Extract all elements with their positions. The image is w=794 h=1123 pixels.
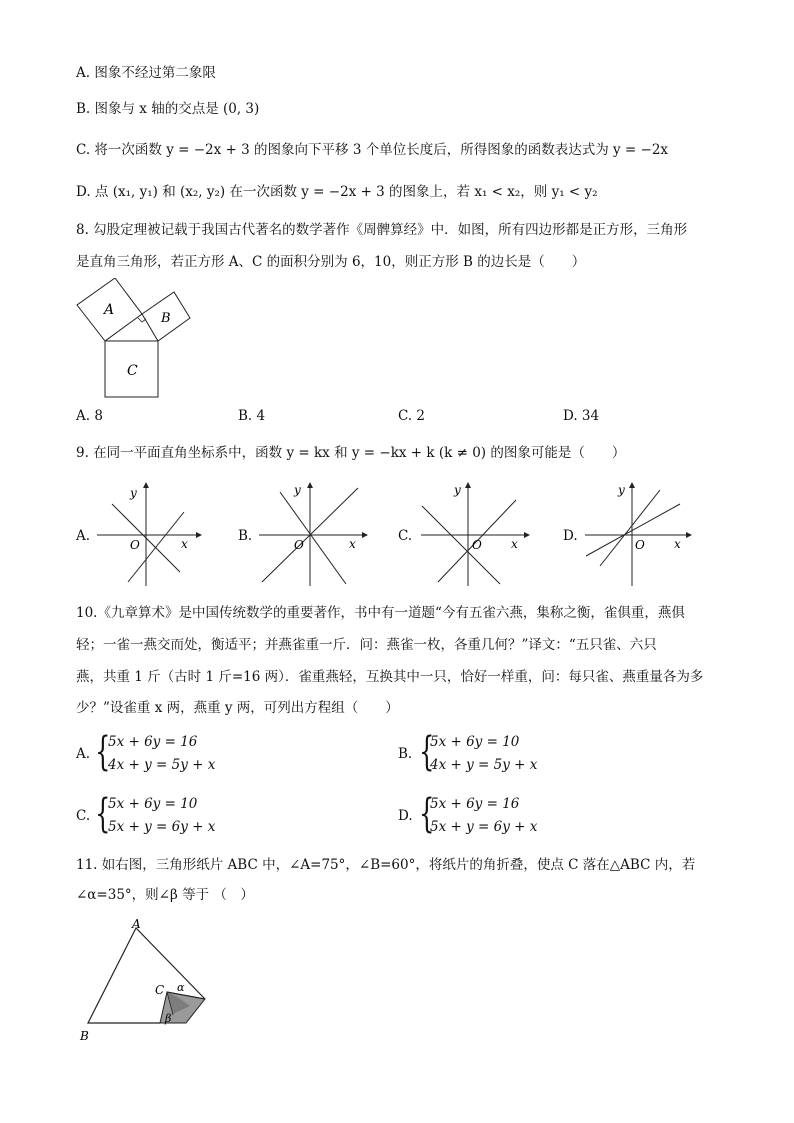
q10-option-a-eq2: 4x + y = 5y + x (108, 757, 216, 773)
svg-text:y: y (130, 486, 137, 500)
q8-option-c: C. 2 (398, 408, 426, 424)
q7-option-b: B. 图象与 x 轴的交点是 (0, 3) (76, 101, 260, 117)
q8-stem-line2: 是直角三角形，若正方形 A、C 的面积分别为 6，10，则正方形 B 的边长是（ ） (76, 254, 586, 270)
q11-label-c: C (155, 983, 165, 997)
q9-graph-a (92, 482, 202, 590)
line-y-negkx-k (280, 492, 346, 584)
q10-stem-line3: 燕，共重 1 斤（古时 1 斤=16 两）．雀重燕轻，互换其中一只，恰好一样重，问：每只雀、燕重量各为多 (76, 669, 704, 685)
q11-label-alpha: α (177, 981, 185, 994)
q10-option-b-brace: { (419, 729, 435, 775)
q11-label-b: B (80, 1029, 89, 1043)
q10-option-a-brace: { (95, 729, 111, 775)
q10-stem-line4: 少？”设雀重 x 两，燕重 y 两，可列出方程组（ ） (76, 700, 399, 716)
q9-graph-d (580, 482, 695, 590)
q8-label-a: A (104, 302, 115, 318)
q9-graph-b (254, 482, 369, 590)
q8-stem-line1: 8. 勾股定理被记载于我国古代著名的数学著作《周髀算经》中．如图，所有四边形都是正方形，三角形 (76, 222, 688, 238)
q7-option-c: C. 将一次函数 y = −2x + 3 的图象向下平移 3 个单位长度后，所得图象的函数表达式为 y = −2x (76, 142, 669, 158)
q10-option-d-eq1: 5x + 6y = 16 (430, 796, 520, 812)
q8-label-b: B (161, 311, 171, 326)
q8-option-d: D. 34 (563, 408, 600, 424)
svg-text:O: O (635, 538, 645, 552)
q10-option-c-eq2: 5x + y = 6y + x (108, 819, 216, 835)
q10-option-c-label: C. (76, 808, 91, 824)
q11-stem-line2: ∠α=35°，则∠β 等于 （ ） (76, 887, 254, 903)
q10-option-c-eq1: 5x + 6y = 10 (108, 796, 198, 812)
q8-option-a: A. 8 (76, 408, 103, 424)
q8-figure (70, 278, 200, 403)
q10-option-c-brace: { (95, 791, 111, 837)
q10-option-d-brace: { (419, 791, 435, 837)
q9-stem: 9. 在同一平面直角坐标系中，函数 y = kx 和 y = −kx + k (k ≠ 0) 的图象可能是（ ） (76, 445, 626, 461)
svg-text:x: x (181, 537, 188, 551)
q10-option-a-label: A. (76, 746, 91, 762)
line-y-kx (422, 506, 500, 584)
q11-figure (74, 916, 219, 1046)
q10-option-d-eq2: 5x + y = 6y + x (430, 819, 538, 835)
q10-stem-line2: 轻；一雀一燕交而处，衡适平；并燕雀重一斤．问：燕雀一枚，各重几何？”译文：“五只雀、六只 (76, 637, 657, 653)
svg-text:O: O (130, 538, 140, 552)
q10-stem-line1: 10.《九章算术》是中国传统数学的重要著作，书中有一道题“今有五雀六燕，集称之衡，雀俱重，燕俱 (76, 605, 685, 621)
q10-option-a-eq1: 5x + 6y = 16 (108, 734, 198, 750)
q10-option-b-eq2: 4x + y = 5y + x (430, 757, 538, 773)
q9-option-c-label: C. (398, 528, 413, 544)
svg-text:O: O (294, 538, 304, 552)
q9-option-d-label: D. (563, 528, 578, 544)
q9-option-b-label: B. (238, 528, 253, 544)
svg-text:y: y (618, 483, 625, 497)
svg-text:O: O (472, 538, 482, 552)
q11-label-a: A (132, 917, 141, 931)
q7-option-a: A. 图象不经过第二象限 (76, 65, 216, 81)
q9-graph-c (416, 482, 531, 590)
q7-option-d: D. 点 (x₁, y₁) 和 (x₂, y₂) 在一次函数 y = −2x + 3 的图象上，若 x₁ < x₂，则 y₁ < y₂ (76, 184, 598, 200)
q10-option-b-label: B. (398, 746, 413, 762)
line-y-kx (600, 490, 660, 566)
q8-label-c: C (127, 363, 138, 379)
q11-label-beta: β (165, 1012, 172, 1025)
q11-stem-line1: 11. 如右图，三角形纸片 ABC 中，∠A=75°，∠B=60°，将纸片的角折叠，使点 C 落在△ABC 内，若 (76, 857, 696, 873)
svg-text:x: x (511, 537, 518, 551)
svg-text:x: x (674, 537, 681, 551)
q9-option-a-label: A. (76, 528, 91, 544)
svg-text:y: y (454, 483, 461, 497)
q10-option-d-label: D. (398, 808, 413, 824)
svg-text:y: y (294, 483, 301, 497)
svg-text:x: x (349, 537, 356, 551)
q10-option-b-eq1: 5x + 6y = 10 (430, 734, 520, 750)
line-y-negkx-k (586, 504, 680, 556)
q8-option-b: B. 4 (238, 408, 266, 424)
